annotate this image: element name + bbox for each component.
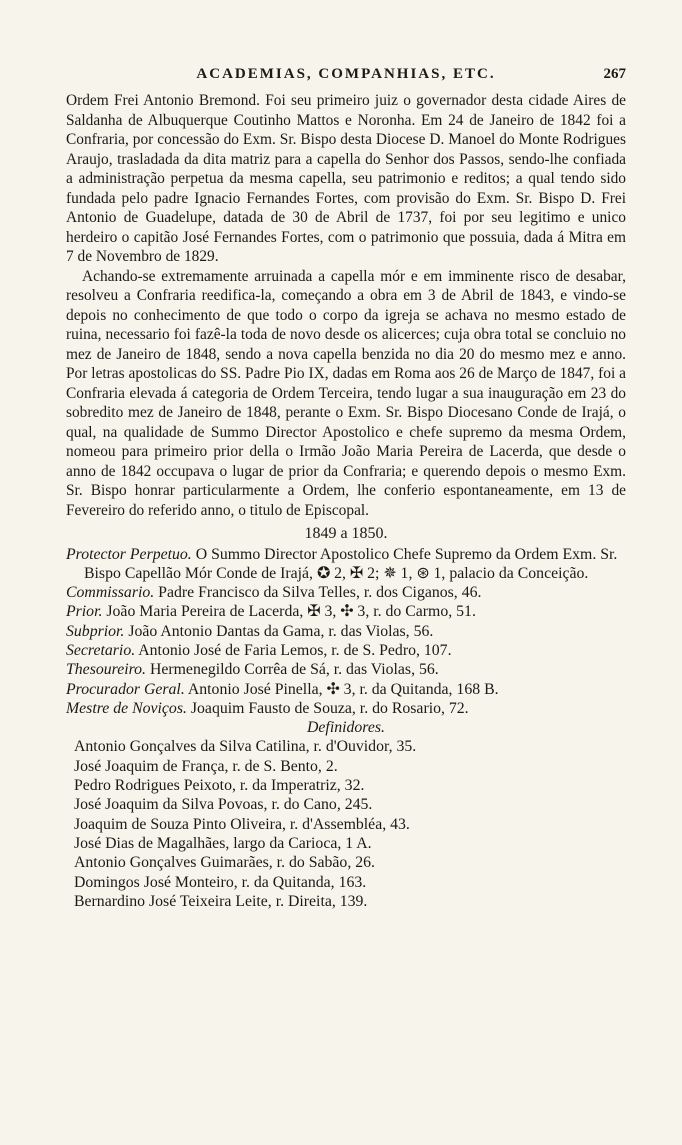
officer-details: Padre Francisco da Silva Telles, r. dos Ciganos, 46.: [158, 584, 482, 602]
officer-entry: [66, 641, 626, 660]
officer-role: Prior.: [66, 603, 103, 621]
officer-role: Mestre de Noviços.: [66, 699, 187, 717]
officer-role: Subprior.: [66, 622, 125, 640]
officer-role: Commissario.: [66, 584, 155, 602]
officer-details: Hermenegildo Corrêa de Sá, r. das Violas, 56.: [149, 661, 439, 679]
officer-role: Protector Perpetuo.: [66, 545, 192, 563]
definidor-entry: Antonio Gonçalves Guimarães, r. do Sabão, 26.: [74, 854, 375, 872]
definidor-entry: José Dias de Magalhães, largo da Carioca, 1 A.: [74, 834, 372, 852]
definidor-entry: Domingos José Monteiro, r. da Quitanda, 163.: [74, 873, 367, 891]
page-header: [66, 66, 626, 88]
officer-details: João Antonio Dantas da Gama, r. das Violas, 56.: [128, 622, 434, 640]
definidor-entry: Pedro Rodrigues Peixoto, r. da Imperatriz, 32.: [74, 777, 365, 795]
officer-details: Antonio José de Faria Lemos, r. de S. Pedro, 107.: [138, 641, 452, 659]
running-title: ACADEMIAS, COMPANHIAS, ETC.: [196, 66, 496, 82]
paragraph: Ordem Frei Antonio Bremond. Foi seu primeiro juiz o governador desta cidade Aires de Saldanha de Albuquerque Coutinho Mattos e Noronha. Em 24 de Janeiro de 1842 foi a Confraria, por concessão do Exm. Sr. Bispo desta Diocese D. Manoel do Monte Rodrigues Araujo, trasladada da dita matriz para a capella do Senhor dos Passos, sendo-lhe confiada a administração perpetua da mesma capella, seu patrimonio e reditos; a qual tendo sido fundada pelo padre Ignacio Fernandes Fortes, com provisão do Exm. Sr. Bispo D. Frei Antonio de Guadelupe, datada de 30 de Abril de 1737, foi por seu legitimo e unico herdeiro o capitão José Fernandes Fortes, com o patrimonio que possuia, dada á Mitra em 7 de Novembro de 1829.: [66, 92, 626, 265]
officer-entry: [66, 660, 626, 679]
officer-role: Secretario.: [66, 641, 136, 659]
officer-role: Procurador Geral.: [66, 680, 185, 698]
definidor-entry: Joaquim de Souza Pinto Oliveira, r. d'Assembléa, 43.: [74, 815, 410, 833]
officer-entry: [66, 602, 626, 621]
officer-entry: [66, 622, 626, 641]
officer-entry: [66, 583, 626, 602]
officer-details: O Summo Director Apostolico Chefe Supremo da Ordem Exm. Sr. Bispo Capellão Mór Conde de Irajá, ✪ 2, ✠ 2; ✵ 1, ⊛ 1, palacio da Conceição.: [84, 545, 618, 582]
definidor-entry: Bernardino José Teixeira Leite, r. Direita, 139.: [74, 892, 368, 910]
definidor-entry: José Joaquim da Silva Povoas, r. do Cano, 245.: [74, 796, 373, 814]
year-heading: 1849 a 1850.: [304, 525, 388, 542]
officer-entry: [66, 699, 626, 718]
definidor-entry: José Joaquim de França, r. de S. Bento, 2.: [74, 757, 338, 775]
officer-entry: [66, 680, 626, 699]
officer-entry: [66, 545, 626, 584]
officer-role: Thesoureiro.: [66, 661, 147, 679]
officer-details: Joaquim Fausto de Souza, r. do Rosario, 72.: [190, 699, 469, 717]
page-number: 267: [603, 66, 626, 82]
definidor-entry: Antonio Gonçalves da Silva Catilina, r. d'Ouvidor, 35.: [74, 738, 417, 756]
definidores-heading: Definidores.: [307, 719, 385, 737]
officer-details: Antonio José Pinella, ✣ 3, r. da Quitanda, 168 B.: [187, 680, 499, 698]
page-body: [66, 91, 626, 911]
officer-details: João Maria Pereira de Lacerda, ✠ 3, ✣ 3, r. do Carmo, 51.: [106, 603, 476, 621]
paragraph: Achando-se extremamente arruinada a capella mór e em imminente risco de desabar, resolveu a Confraria reedifica-la, começando a obra em 3 de Abril de 1843, e vindo-se depois no conhecimento de que todo o corpo da igreja se achava no mesmo estado de ruina, necessario foi fazê-la toda de novo desde os alicerces; cuja obra total se concluio no mez de Janeiro de 1848, sendo a nova capella benzida no dia 20 do mesmo mez e anno. Por letras apostolicas do SS. Padre Pio IX, dadas em Roma aos 26 de Março de 1847, foi a Confraria elevada á categoria de Ordem Terceira, tendo lugar a sua inauguração em 23 do sobredito mez de Janeiro de 1848, perante o Exm. Sr. Bispo Diocesano Conde de Irajá, o qual, na qualidade de Summo Director Apostolico e chefe supremo da mesma Ordem, nomeou para primeiro prior della o Irmão João Maria Pereira de Lacerda, que desde o anno de 1842 occupava o lugar de prior da Confraria; e querendo depois o mesmo Exm. Sr. Bispo honrar particularmente a Ordem, lhe conferio espontaneamente, em 13 de Fevereiro do referido anno, o titulo de Episcopal.: [66, 267, 626, 519]
officers-list: [66, 545, 626, 912]
